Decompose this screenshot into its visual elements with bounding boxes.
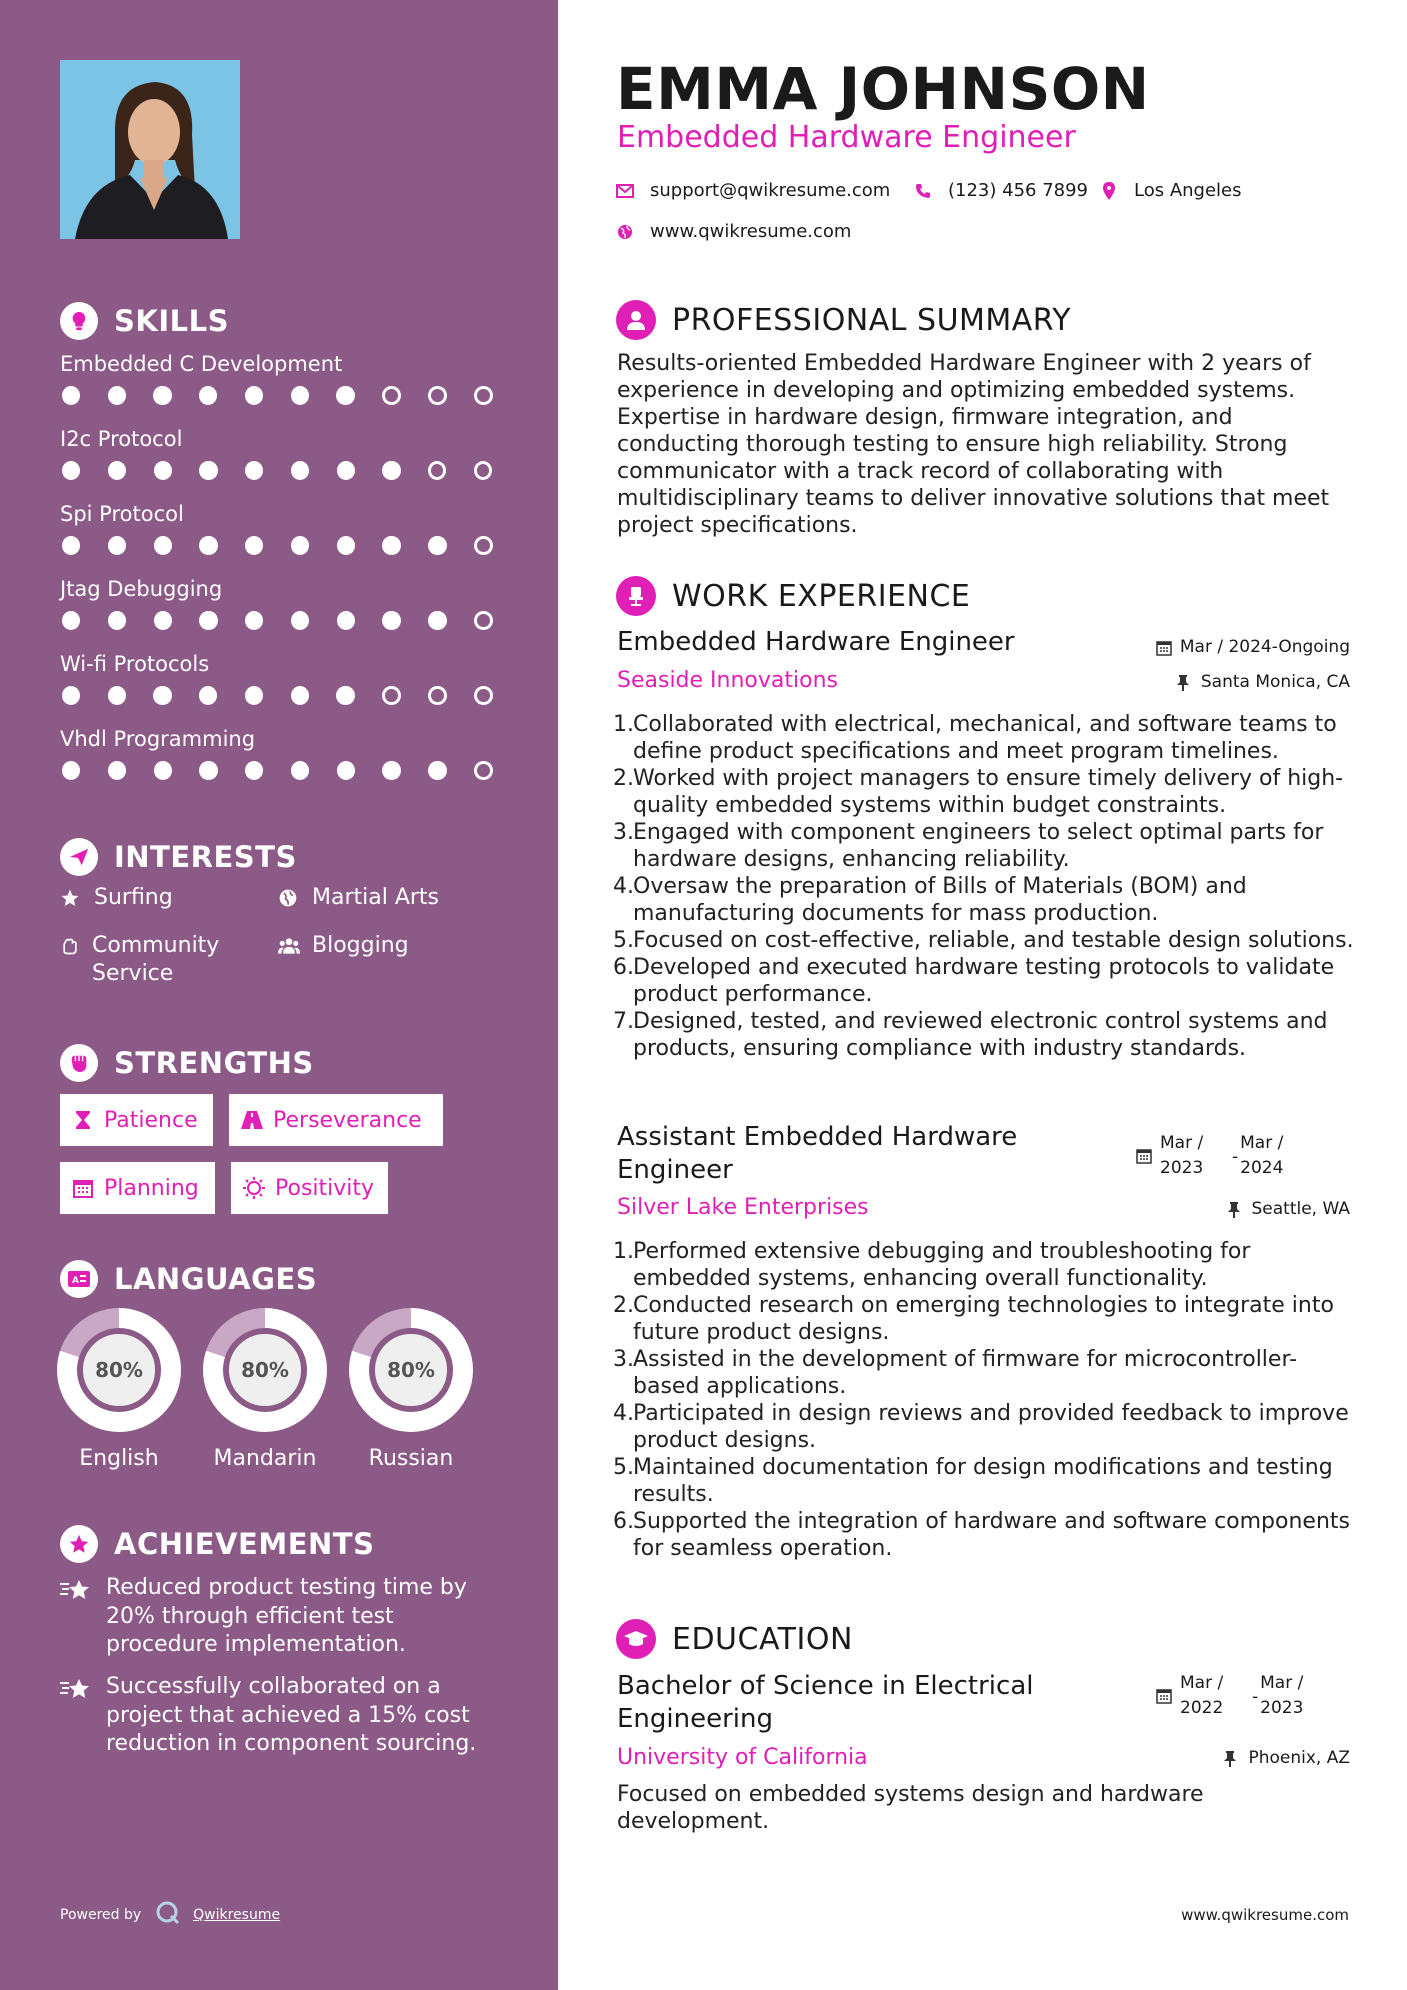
rating-dot-filled: [154, 536, 172, 555]
rating-dot-empty: [382, 686, 400, 705]
achievement-item: [60, 1574, 510, 1660]
language-item: [203, 1308, 327, 1471]
responsibility-text: Focused on cost-effective, reliable, and testable design solutions.: [633, 928, 1354, 953]
rating-dot-filled: [245, 536, 263, 555]
skill-rating: [62, 686, 520, 705]
skill-rating: [62, 611, 520, 630]
achievement-text: Reduced product testing time by 20% through efficient test procedure implementation.: [106, 1575, 467, 1657]
skill-name: Embedded C Development: [60, 352, 343, 376]
language-progress-ring: [57, 1308, 181, 1432]
rating-dot-filled: [199, 611, 217, 630]
strength-planning: [60, 1162, 215, 1214]
responsibility-item: [613, 1508, 1355, 1562]
rating-dot-filled: [291, 686, 309, 705]
rating-dot-filled: [428, 536, 446, 555]
rating-dot-filled: [245, 461, 263, 480]
language-progress-ring: [349, 1308, 473, 1432]
languages-heading: [60, 1260, 317, 1298]
skill-rating: [62, 536, 520, 555]
responsibility-item: [613, 927, 1355, 954]
contact-phone[interactable]: [914, 180, 1088, 201]
calendar-icon: [72, 1177, 94, 1199]
job-dates: [1136, 1131, 1298, 1181]
rating-dot-empty: [474, 611, 493, 630]
responsibility-item: [613, 1346, 1355, 1400]
job-title: Embedded Hardware Engineer: [617, 627, 1015, 657]
job-responsibilities: [613, 711, 1355, 1062]
language-progress-ring: [203, 1308, 327, 1432]
achievements-heading: [60, 1525, 374, 1563]
responsibility-text: Collaborated with electrical, mechanical, and software teams to define product specifications and meet program timelines.: [633, 712, 1337, 764]
skill-item: [60, 502, 520, 555]
strength-patience: [60, 1094, 213, 1146]
summary-heading: [616, 300, 1071, 340]
rating-dot-filled: [291, 536, 309, 555]
list-number: 6.: [613, 955, 634, 980]
education-degree: Bachelor of Science in Electrical Engineering: [617, 1671, 1034, 1734]
skill-name: Spi Protocol: [60, 502, 184, 526]
education-title: EDUCATION: [672, 1621, 853, 1657]
rating-dot-filled: [62, 761, 80, 780]
language-name: Mandarin: [213, 1446, 317, 1471]
rating-dot-filled: [154, 461, 172, 480]
rating-dot-filled: [245, 386, 263, 405]
interest-label: Community Service: [92, 933, 220, 986]
list-number: 3.: [613, 820, 634, 845]
pushpin-icon: [1224, 1750, 1240, 1775]
interest-label: Surfing: [94, 885, 173, 910]
job-location: [1228, 1197, 1351, 1226]
language-item: [349, 1308, 473, 1471]
hourglass-icon: [72, 1109, 94, 1131]
job-company: Seaside Innovations: [617, 668, 838, 693]
interest-martial-arts: [278, 884, 439, 912]
list-number: 5.: [613, 928, 634, 953]
education-location: [1224, 1746, 1350, 1775]
education-school: University of California: [617, 1745, 868, 1770]
list-number: 1.: [613, 712, 634, 737]
candidate-role: Embedded Hardware Engineer: [617, 120, 1076, 155]
responsibility-item: [613, 1238, 1355, 1292]
rating-dot-filled: [108, 461, 126, 480]
rating-dot-filled: [291, 386, 309, 405]
rating-dot-empty: [382, 386, 400, 405]
rating-dot-filled: [291, 761, 309, 780]
rating-dot-filled: [382, 761, 400, 780]
pushpin-icon: [1228, 1201, 1244, 1226]
language-percent: 80%: [223, 1328, 307, 1412]
responsibility-text: Worked with project managers to ensure timely delivery of high-quality embedded systems within budget constraints.: [633, 766, 1344, 818]
rating-dot-filled: [428, 611, 446, 630]
rating-dot-filled: [337, 536, 355, 555]
job-location: [1177, 670, 1350, 699]
interest-label: Blogging: [312, 933, 409, 958]
rating-dot-filled: [108, 386, 126, 405]
location-text: Los Angeles: [1134, 180, 1242, 201]
date-separator: -: [1232, 1147, 1239, 1167]
rating-dot-filled: [199, 686, 217, 705]
paper-plane-icon: [60, 838, 98, 876]
phone-icon: [914, 182, 932, 200]
job-responsibilities: [613, 1238, 1355, 1562]
language-card-icon: [60, 1260, 98, 1298]
responsibility-text: Assisted in the development of firmware for microcontroller-based applications.: [633, 1347, 1298, 1399]
email-text: support@qwikresume.com: [650, 180, 891, 201]
language-item: [57, 1308, 181, 1471]
calendar-icon: [1156, 1687, 1172, 1712]
rating-dot-filled: [245, 611, 263, 630]
responsibility-text: Designed, tested, and reviewed electronic control systems and products, ensuring compliance with industry standards.: [633, 1009, 1328, 1061]
sidebar: [0, 0, 558, 1990]
strength-label: Patience: [104, 1107, 198, 1133]
list-number: 2.: [613, 766, 634, 791]
rating-dot-filled: [245, 761, 263, 780]
rating-dot-filled: [62, 686, 80, 705]
skill-item: [60, 577, 520, 630]
responsibility-item: [613, 1400, 1355, 1454]
rating-dot-filled: [154, 761, 172, 780]
skill-item: [60, 352, 520, 405]
globe-icon: [278, 884, 300, 912]
job-location-text: Santa Monica, CA: [1200, 672, 1350, 692]
rating-dot-empty: [474, 536, 493, 555]
svg-text:A: A: [72, 1276, 79, 1286]
education-heading: [616, 1619, 853, 1659]
skill-item: [60, 652, 520, 705]
website-text: www.qwikresume.com: [650, 221, 852, 242]
star-icon: [60, 884, 82, 912]
skill-name: I2c Protocol: [60, 427, 183, 451]
award-star-icon: [60, 1525, 98, 1563]
rating-dot-empty: [428, 686, 446, 705]
list-number: 1.: [613, 1239, 634, 1264]
achievements-title: ACHIEVEMENTS: [114, 1527, 375, 1561]
rating-dot-filled: [336, 386, 354, 405]
envelope-icon: [616, 182, 634, 200]
rating-dot-empty: [428, 386, 446, 405]
rating-dot-filled: [382, 536, 400, 555]
rating-dot-filled: [428, 761, 446, 780]
rating-dot-empty: [428, 461, 446, 480]
strength-perseverance: [229, 1094, 443, 1146]
responsibility-item: [613, 819, 1355, 873]
list-number: 4.: [613, 1401, 634, 1426]
summary-text: Results-oriented Embedded Hardware Engineer with 2 years of experience in developing and optimizing embedded systems. Expertise in hardware design, firmware integration, and conducting thorough testing to ensure high reliability. Strong communicator with a track record of collaborating with multidisciplinary teams to deliver innovative solutions that meet project specifications.: [617, 351, 1330, 538]
job-end-date: Mar / 2024: [1240, 1133, 1284, 1178]
skill-name: Wi-fi Protocols: [60, 652, 210, 676]
rating-dot-filled: [108, 761, 126, 780]
summary-title: PROFESSIONAL SUMMARY: [672, 302, 1072, 338]
rating-dot-filled: [382, 461, 400, 480]
rating-dot-filled: [62, 461, 80, 480]
experience-heading: [616, 576, 970, 616]
list-number: 6.: [613, 1509, 634, 1534]
rating-dot-filled: [108, 536, 126, 555]
rating-dot-empty: [474, 761, 493, 780]
job-company: Silver Lake Enterprises: [617, 1195, 869, 1220]
responsibility-item: [613, 1292, 1355, 1346]
graduation-cap-icon: [616, 1619, 656, 1659]
rating-dot-filled: [153, 686, 171, 705]
rating-dot-empty: [474, 686, 492, 705]
list-number: 3.: [613, 1347, 634, 1372]
rating-dot-filled: [62, 536, 80, 555]
interests-title: INTERESTS: [114, 840, 297, 874]
road-icon: [241, 1109, 263, 1131]
rating-dot-filled: [108, 686, 126, 705]
strength-label: Positivity: [275, 1175, 375, 1201]
contact-location: [1100, 180, 1242, 201]
interest-surfing: [60, 884, 173, 912]
experience-title: WORK EXPERIENCE: [672, 578, 971, 614]
education-end-date: Mar / 2023: [1260, 1673, 1304, 1718]
education-location-text: Phoenix, AZ: [1248, 1748, 1350, 1768]
interest-community-service: [60, 932, 260, 988]
languages-title: LANGUAGES: [114, 1262, 318, 1296]
rating-dot-filled: [337, 761, 355, 780]
user-icon: [616, 300, 656, 340]
achievement-item: [60, 1673, 510, 1759]
rating-dot-filled: [291, 461, 309, 480]
list-number: 5.: [613, 1455, 634, 1480]
calendar-icon: [1156, 639, 1172, 664]
strengths-heading: [60, 1044, 314, 1082]
strength-label: Planning: [104, 1175, 199, 1201]
responsibility-text: Performed extensive debugging and troubleshooting for embedded systems, enhancing overall functionality.: [633, 1239, 1251, 1291]
hand-icon: [60, 932, 80, 960]
responsibility-text: Oversaw the preparation of Bills of Materials (BOM) and manufacturing documents for mass production.: [633, 874, 1247, 926]
skill-item: [60, 427, 520, 480]
candidate-name: EMMA JOHNSON: [616, 55, 1150, 123]
list-number: 2.: [613, 1293, 634, 1318]
job-start-date: Mar / 2023: [1160, 1133, 1204, 1178]
map-pin-icon: [1100, 182, 1118, 200]
pushpin-icon: [1177, 674, 1193, 699]
phone-text: (123) 456 7899: [948, 180, 1089, 201]
rating-dot-empty: [474, 386, 492, 405]
achievement-text: Successfully collaborated on a project that achieved a 15% cost reduction in component sourcing.: [106, 1674, 477, 1756]
skill-name: Vhdl Programming: [60, 727, 256, 751]
job-location-text: Seattle, WA: [1251, 1199, 1350, 1219]
rating-dot-filled: [337, 611, 355, 630]
office-chair-icon: [616, 576, 656, 616]
date-separator: -: [1252, 1687, 1259, 1707]
job-dates: [1156, 635, 1350, 664]
job-title: Assistant Embedded Hardware Engineer: [617, 1122, 1018, 1185]
rating-dot-filled: [245, 686, 263, 705]
interest-blogging: [278, 932, 409, 960]
rating-dot-filled: [199, 761, 217, 780]
rating-dot-filled: [62, 386, 80, 405]
rating-dot-filled: [336, 686, 354, 705]
powered-by-label: Powered by: [60, 1907, 142, 1923]
rating-dot-filled: [291, 611, 309, 630]
rating-dot-filled: [108, 611, 126, 630]
responsibility-item: [613, 954, 1355, 1008]
sun-icon: [243, 1177, 265, 1199]
responsibility-text: Developed and executed hardware testing protocols to validate product performance.: [633, 955, 1335, 1007]
strengths-title: STRENGTHS: [114, 1046, 314, 1080]
skill-rating: [62, 461, 520, 480]
list-number: 7.: [613, 1009, 634, 1034]
responsibility-item: [613, 765, 1355, 819]
skill-rating: [62, 761, 520, 780]
responsibility-item: [613, 711, 1355, 765]
strength-label: Perseverance: [273, 1107, 422, 1133]
shooting-star-icon: [60, 1677, 94, 1759]
education-start-date: Mar / 2022: [1180, 1673, 1224, 1718]
language-percent: 80%: [77, 1328, 161, 1412]
list-number: 4.: [613, 874, 634, 899]
qwikresume-logo-icon: [155, 1900, 181, 1930]
skill-name: Jtag Debugging: [60, 577, 223, 601]
rating-dot-filled: [153, 386, 171, 405]
responsibility-text: Conducted research on emerging technologies to integrate into future product designs.: [633, 1293, 1334, 1345]
responsibility-text: Supported the integration of hardware and software components for seamless operation.: [633, 1509, 1350, 1561]
education-description: Focused on embedded systems design and hardware development.: [617, 1782, 1204, 1834]
skill-item: [60, 727, 520, 780]
profile-photo: [60, 60, 240, 239]
footer-url[interactable]: www.qwikresume.com: [1181, 1906, 1349, 1924]
responsibility-item: [613, 1454, 1355, 1508]
powered-by: [60, 1900, 280, 1930]
rating-dot-filled: [62, 611, 80, 630]
rating-dot-filled: [337, 461, 355, 480]
rating-dot-filled: [199, 386, 217, 405]
globe-icon: [616, 223, 634, 241]
fist-icon: [60, 1044, 98, 1082]
responsibility-item: [613, 873, 1355, 927]
powered-by-brand-link[interactable]: Qwikresume: [193, 1907, 281, 1923]
education-dates: [1156, 1671, 1318, 1721]
rating-dot-filled: [154, 611, 172, 630]
interest-label: Martial Arts: [312, 885, 440, 910]
job-dates-text: Mar / 2024-Ongoing: [1179, 637, 1350, 657]
responsibility-text: Participated in design reviews and provided feedback to improve product designs.: [633, 1401, 1349, 1453]
shooting-star-icon: [60, 1578, 94, 1660]
responsibility-text: Engaged with component engineers to select optimal parts for hardware designs, enhancing reliability.: [633, 820, 1324, 872]
skills-heading: [60, 302, 229, 340]
rating-dot-empty: [474, 461, 492, 480]
calendar-icon: [1136, 1147, 1152, 1172]
skill-rating: [62, 386, 520, 405]
language-percent: 80%: [369, 1328, 453, 1412]
responsibility-text: Maintained documentation for design modifications and testing results.: [633, 1455, 1333, 1507]
users-icon: [278, 932, 300, 960]
strength-positivity: [231, 1162, 388, 1214]
responsibility-item: [613, 1008, 1355, 1062]
language-name: Russian: [368, 1446, 454, 1471]
rating-dot-filled: [199, 536, 217, 555]
lightbulb-icon: [60, 302, 98, 340]
contact-email[interactable]: [616, 180, 890, 201]
skills-title: SKILLS: [114, 304, 229, 338]
rating-dot-filled: [382, 611, 400, 630]
contact-website[interactable]: [616, 221, 851, 242]
rating-dot-filled: [199, 461, 217, 480]
language-name: English: [79, 1446, 159, 1471]
interests-heading: [60, 838, 297, 876]
